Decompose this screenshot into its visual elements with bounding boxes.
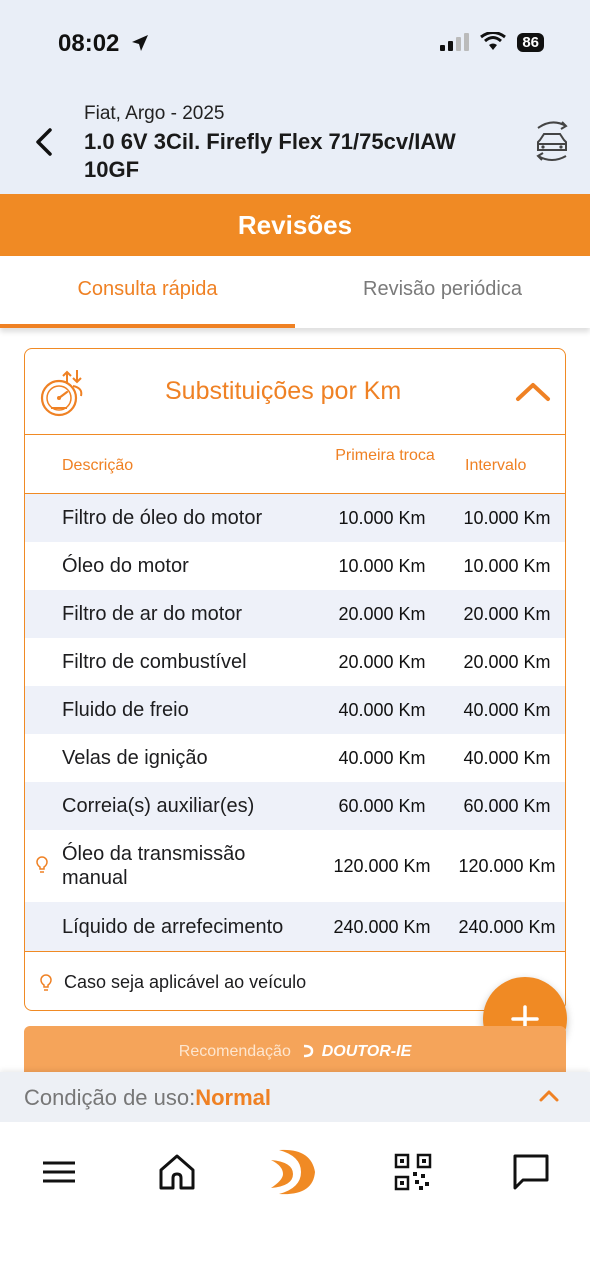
nav-menu[interactable] [29,1144,89,1200]
row-interval: 10.000 Km [463,508,551,528]
table-row [25,590,565,638]
recommendation-button[interactable] [24,1026,566,1078]
back-button[interactable] [28,122,58,162]
row-interval: 40.000 Km [463,748,551,768]
bottom-navigation [0,1122,590,1278]
table-row [25,902,565,951]
row-first-change: 40.000 Km [338,700,426,720]
row-first-change: 10.000 Km [338,556,426,576]
nav-qr-code[interactable] [383,1144,443,1200]
vehicle-subtitle: Fiat, Argo - 2025 [84,103,225,124]
section-title: Revisões [0,194,590,256]
lightbulb-icon [39,973,53,993]
doutor-ie-logo-icon [265,1144,325,1200]
table-row [25,542,565,590]
usage-label-text: Condição de uso: [24,1085,196,1110]
row-description: Líquido de arrefecimento [62,916,284,938]
tab-bar [0,256,590,328]
speedometer-refresh-icon [37,366,91,420]
status-time [58,30,150,58]
status-indicators [439,32,544,52]
row-interval: 20.000 Km [463,604,551,624]
row-first-change: 20.000 Km [338,604,426,624]
row-interval: 20.000 Km [463,652,551,672]
row-first-change: 240.000 Km [333,917,431,937]
recommendation-label: Recomendação [178,1043,291,1060]
table-row [25,638,565,686]
row-interval: 120.000 Km [458,856,556,876]
chat-icon [511,1152,551,1192]
row-first-change: 120.000 Km [333,856,431,876]
replacement-card [24,348,566,1011]
nav-chat[interactable] [501,1144,561,1200]
card-title: Substituições por Km [165,377,402,405]
table-row [25,782,565,830]
row-interval: 60.000 Km [463,796,551,816]
row-interval: 240.000 Km [458,917,556,937]
row-description: Velas de ignição [62,747,208,769]
home-icon [157,1152,197,1192]
row-description: Óleo da transmissão manual [62,843,246,889]
cellular-signal-icon [439,32,469,52]
lightbulb-icon [35,855,49,875]
status-time-text: 08:02 [58,30,120,57]
row-first-change: 10.000 Km [338,508,426,528]
vehicle-title: 1.0 6V 3Cil. Firefly Flex 71/75cv/IAW 10GF [84,129,456,182]
table-row [25,830,565,902]
wifi-icon [479,32,507,52]
status-bar [0,0,590,90]
usage-value: Normal [195,1085,272,1110]
tab-consulta-rapida[interactable]: Consulta rápida [0,256,295,328]
battery-indicator: 86 [517,33,544,52]
doutor-ie-small-logo-icon [301,1044,317,1058]
row-first-change: 40.000 Km [338,748,426,768]
row-description: Filtro de óleo do motor [62,507,263,529]
menu-icon [41,1158,77,1186]
row-description: Filtro de ar do motor [62,603,243,625]
row-interval: 40.000 Km [463,700,551,720]
usage-label [24,1085,271,1111]
location-arrow-icon [130,33,150,53]
table-header [25,436,565,494]
row-description: Filtro de combustível [62,651,247,673]
table-row [25,686,565,734]
recommendation-brand: DOUTOR-IE [321,1043,412,1060]
chevron-up-icon[interactable] [515,377,551,407]
tab-revisao-periodica[interactable]: Revisão periódica [363,278,522,300]
card-header[interactable] [25,349,565,435]
row-first-change: 60.000 Km [338,796,426,816]
table-row [25,494,565,542]
qr-code-icon [393,1152,433,1192]
usage-condition-bar[interactable] [0,1072,590,1122]
row-description: Óleo do motor [62,555,189,577]
chevron-up-icon[interactable] [538,1088,560,1104]
row-interval: 10.000 Km [463,556,551,576]
nav-doutor-ie[interactable] [265,1144,325,1200]
row-first-change: 20.000 Km [338,652,426,672]
nav-home[interactable] [147,1144,207,1200]
column-first-change: Primeira troca [335,447,435,464]
vehicle-header [0,90,590,194]
row-description: Correia(s) auxiliar(es) [62,795,255,817]
column-description: Descrição [62,457,134,474]
swap-vehicle-icon[interactable] [532,116,572,166]
column-interval: Intervalo [465,457,527,474]
footnote-text: Caso seja aplicável ao veículo [64,972,307,992]
row-description: Fluido de freio [62,699,189,721]
table-row [25,734,565,782]
